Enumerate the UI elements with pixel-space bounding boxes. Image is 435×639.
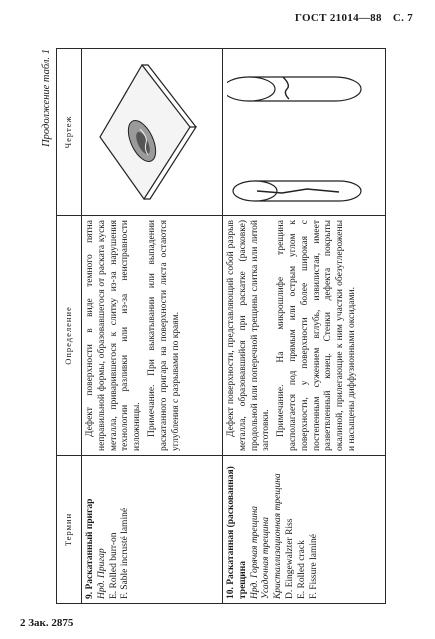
page-header — [287, 12, 413, 24]
term-german: D. Eingewalzter Riss — [285, 518, 296, 599]
table-row — [82, 49, 223, 604]
rolled-crack-bars-figure — [227, 53, 367, 211]
term-synonym: Нрд. Пригар — [96, 548, 107, 599]
term-synonym: Нрд. Горячая трещина — [249, 505, 260, 599]
term-english: E. Rolled burr-on — [108, 532, 119, 599]
column-header-term: Термин — [57, 456, 82, 604]
definition-note: Примечание. При выкатывании или выпадении раскатанного пригара на поверхности листа остаются углубления с разрывами по краям. — [146, 220, 181, 451]
definition-text: Дефект поверхности в виде темного пятна неправильной формы, образовавшегося от раската куска металла, приварившегося к слитку из-за нарушения технологии разливки или из-за неисправности изложницы. — [85, 220, 143, 451]
definition-note: Примечание. На микрошлифе трещина располагается под прямым или острым углом к поверхности, у поверхности более широкая с постепенным сужением вглубь, извилистая, имеет разветвленный конец. Стенки дефекта покрыты окалиной, прилегающие к ним участки обезуглерожены и насыщены диффузионными оксидами. — [276, 220, 358, 451]
term-cell — [82, 456, 223, 604]
table-row — [223, 49, 386, 604]
terms-table — [56, 48, 386, 604]
column-header-drawing: Чертеж — [57, 49, 82, 216]
drawing-cell — [223, 49, 386, 216]
term-french: F. Sable incrusté laminé — [120, 507, 131, 599]
term-french: F. Fissure laminé — [308, 534, 319, 599]
table-continuation-label: Продолжение табл. 1 — [41, 49, 52, 147]
definition-text: Дефект поверхности, представляющий собой разрыв металла, образовавшийся при раскатке (расковке) продольной или поперечной трещины слитка или литой заготовки. — [226, 220, 272, 451]
table-header-row — [57, 49, 82, 604]
rotated-table-page — [40, 49, 390, 604]
page-footer: 2 Зак. 2875 — [20, 617, 74, 629]
term-synonym: Кристаллизационная трещина — [273, 473, 284, 599]
column-header-definition: Определение — [57, 216, 82, 456]
term-title: 9. Раскатанный пригар — [85, 498, 95, 599]
term-title: 10. Раскатанная (раскованная) трещина — [226, 466, 248, 599]
drawing-cell — [82, 49, 223, 216]
term-synonym: Усадочная трещина — [261, 517, 272, 599]
page-number: С. 7 — [392, 12, 413, 24]
definition-cell — [82, 216, 223, 456]
definition-cell — [223, 216, 386, 456]
term-english: E. Rolled crack — [296, 540, 307, 599]
standard-number: ГОСТ 21014—88 — [294, 12, 382, 24]
term-cell — [223, 456, 386, 604]
rolled-burr-sheet-figure — [86, 57, 206, 207]
